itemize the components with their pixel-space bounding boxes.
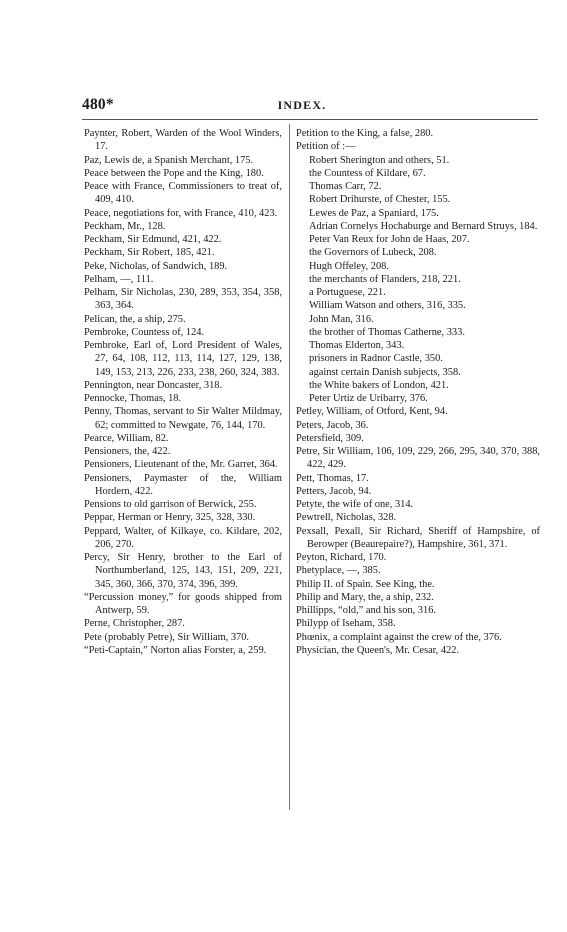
column-divider [289,124,290,810]
index-entry: Petition to the King, a false, 280. [296,128,434,139]
index-entry: Philypp of Iseham, 358. [296,618,396,630]
index-entry: “Peti-Captain,” Norton alias Forster, a, 259. [84,644,267,656]
page-header [82,96,538,118]
index-entry: Pensioners, the, 422. [84,446,171,457]
index-entry: Phillipps, “old,” and his son, 316. [296,605,436,616]
index-entry: Peyton, Richard, 170. [296,552,387,563]
index-entry: Peke, Nicholas, of Sandwich, 189. [84,260,228,272]
index-subentry: the merchants of Flanders, 218, 221. [309,273,461,285]
index-entry: Peckham, Mr., 128. [84,220,166,232]
index-entry: Peckham, Sir Robert, 185, 421. [84,247,215,259]
index-entry: Pennocke, Thomas, 18. [84,393,182,404]
index-entry: Peace between the Pope and the King, 180. [84,167,264,179]
index-entry: Peters, Jacob, 36. [296,419,369,431]
index-entry: Pexsall, Pexall, Sir Richard, Sheriff of Hampshire, of Berowper (Beaurepaire?), Hampshire, 361, 371. [296,525,540,550]
index-subentry: Lewes de Paz, a Spaniard, 175. [309,207,439,219]
index-entry: Pearce, William, 82. [84,432,169,444]
index-entry: Peppard, Walter, of Kilkaye, co. Kildare, 202, 206, 270. [84,525,282,550]
index-entry: Pelham, Sir Nicholas, 230, 289, 353, 354, 358, 363, 364. [84,287,282,312]
index-entry: Peace with France, Commissioners to treat of, 409, 410. [84,181,282,206]
index-subentry: the Governors of Lubeck, 208. [309,247,437,259]
index-entry: Petyte, the wife of one, 314. [296,499,414,510]
index-subentry: William Watson and others, 316, 335. [309,300,466,312]
left-column [84,127,282,657]
header-rule [82,119,538,120]
index-subentry: Peter Urtiz de Uribarry, 376. [309,393,428,404]
index-subentry: Robert Sherington and others, 51. [309,154,450,166]
index-entry: Petition of :— [296,141,356,153]
index-entry: Physician, the Queen's, Mr. Cesar, 422. [296,644,460,656]
index-entry: Petley, William, of Otford, Kent, 94. [296,406,448,418]
index-entry: Philip and Mary, the, a ship, 232. [296,591,434,603]
index-entry: Pete (probably Petre), Sir William, 370. [84,631,250,643]
index-subentry: Thomas Carr, 72. [309,181,382,192]
index-entry: Petre, Sir William, 106, 109, 229, 266, 295, 340, 370, 388, 422, 429. [296,446,540,471]
index-entry: Peppar, Herman or Henry, 325, 328, 330. [84,512,256,524]
index-subentry: Adrian Cornelys Hochaburge and Bernard Struys, 184. [309,220,538,232]
index-subentry: Hugh Offeley, 208. [309,260,389,272]
index-entry: Pelican, the, a ship, 275. [84,313,186,325]
index-subentry: prisoners in Radnor Castle, 350. [309,353,443,365]
index-entry: Petersfield, 309. [296,432,364,444]
index-entry: Pewtrell, Nicholas, 328. [296,512,397,524]
index-entry: Phœnix, a complaint against the crew of the, 376. [296,631,502,643]
index-subentry: the Countess of Kildare, 67. [309,167,426,179]
index-entry: Pensioners, Lieutenant of the, Mr. Garret, 364. [84,459,278,471]
index-entry: Pett, Thomas, 17. [296,472,369,484]
running-title: INDEX. [277,98,327,112]
index-entry: Paynter, Robert, Warden of the Wool Winders, 17. [84,128,282,153]
index-entry: Pensions to old garrison of Berwick, 255. [84,499,257,510]
index-subentry: a Portuguese, 221. [309,287,386,298]
index-subentry: the White bakers of London, 421. [309,379,449,391]
index-entry: Penny, Thomas, servant to Sir Walter Mildmay, 62; committed to Newgate, 76, 144, 170. [84,406,282,431]
page-number: 480* [82,96,114,113]
index-entry: Percy, Sir Henry, brother to the Earl of Northumberland, 125, 143, 151, 209, 221, 345, 360, 366, 370, 374, 396, 399. [84,552,282,590]
index-entry: Pembroke, Earl of, Lord President of Wales, 27, 64, 108, 112, 113, 114, 127, 129, 138, 149, 153, 213, 226, 233, 238, 260, 324, 383. [84,340,282,378]
index-entry: Pennington, near Doncaster, 318. [84,379,223,391]
index-entry: Peckham, Sir Edmund, 421, 422. [84,234,222,245]
index-entry: Peace, negotiations for, with France, 410, 423. [84,207,278,219]
index-subentry: Robert Drihurste, of Chester, 155. [309,194,451,206]
index-entry: Philip II. of Spain. See King, the. [296,578,435,590]
index-entry: Phetyplace, —, 385. [296,565,381,577]
index-entry: Pensioners, Paymaster of the, William Hordern, 422. [84,472,282,497]
index-subentry: John Man, 316. [309,313,374,325]
index-subentry: the brother of Thomas Catherne, 333. [309,326,465,338]
index-subentry: Peter Van Reux for John de Haas, 207. [309,234,470,245]
index-entry: Pelham, —, 111. [84,273,154,285]
index-subentry: against certain Danish subjects, 358. [309,366,461,378]
index-entry: Perne, Christopher, 287. [84,618,185,630]
index-entry: Petters, Jacob, 94. [296,485,372,497]
right-column [296,127,540,657]
index-entry: Pembroke, Countess of, 124. [84,326,205,338]
index-subentry: Thomas Elderton, 343. [309,340,405,351]
index-entry: “Percussion money,” for goods shipped from Antwerp, 59. [84,591,282,616]
index-entry: Paz, Lewis de, a Spanish Merchant, 175. [84,154,254,166]
